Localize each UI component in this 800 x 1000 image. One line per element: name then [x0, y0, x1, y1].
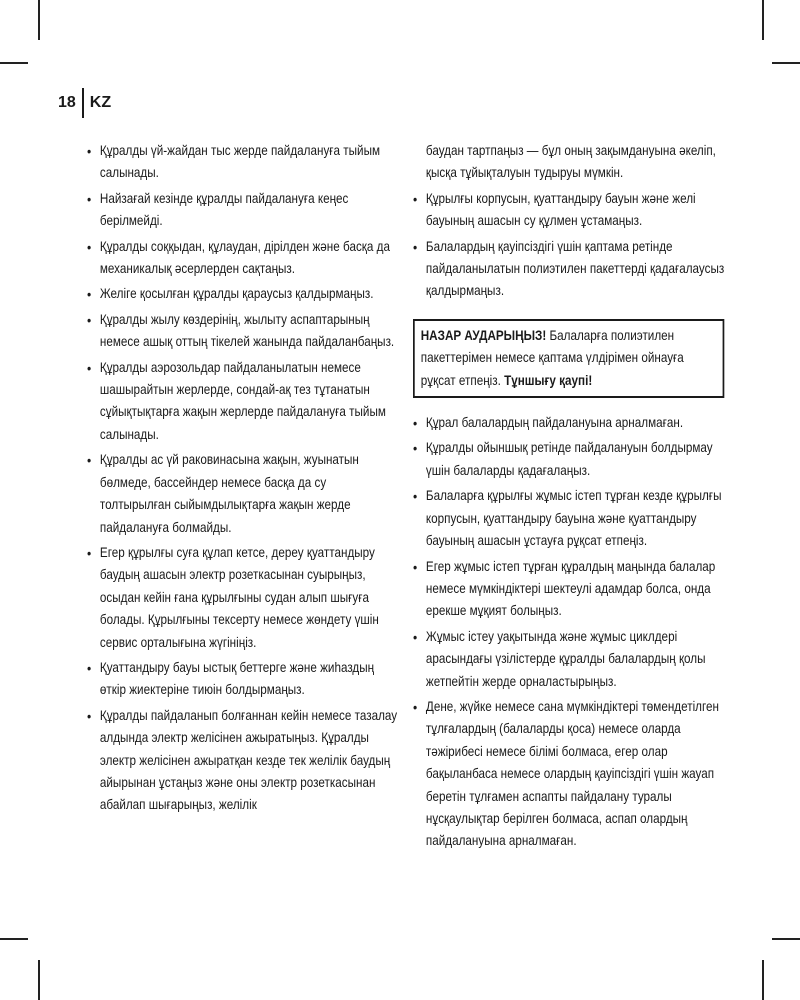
list-item: • Құрал балалардың пайдалануына арналмаған. [413, 412, 724, 434]
list-item: • Балалардың қауіпсіздігі үшін қаптама ретінде пайдаланылатын полиэтилен пакеттерді қадағалаусыз қалдырмаңыз. [413, 236, 724, 303]
list-item: • Желіге қосылған құралды қараусыз қалдырмаңыз. [87, 283, 400, 305]
crop-mark-bottom-left [38, 960, 40, 1000]
safety-list-right-bottom [413, 412, 724, 853]
language-code: KZ [89, 94, 112, 111]
warning-text: Балаларға полиэтилен пакеттерімен немесе қаптама үлдірімен ойнауға рұқсат етпеңіз. [420, 327, 684, 388]
list-item: • Жұмыс істеу уақытында және жұмыс циклдері арасындағы үзілістерде құралды балалардың қолы жетпейтін жерде орналастырыңыз. [413, 626, 724, 693]
list-item: • Құралды ас үй раковинасына жақын, жуынатын бөлмеде, бассейндер немесе басқа да су толтырылған сыйымдылықтарға жақын жерде пайдалануға болмайды. [87, 449, 400, 539]
warning-emphasis: Тұншығу қаупі! [504, 372, 593, 388]
list-item: • Құралды соққыдан, құлаудан, дірілден және басқа да механикалық әсерлерден сақтаңыз. [87, 236, 400, 281]
safety-list-left [87, 140, 400, 817]
right-column [413, 140, 724, 856]
list-item: • Егер құрылғы суға құлап кетсе, дереу қуаттандыру баудың ашасын электр розеткасынан суырыңыз, осыдан кейін ғана құрылғыны судан алып шығуға болады. Құрылғыны тексерту немесе жөндету үшін сервис орталығына жүгініңіз. [87, 542, 400, 654]
crop-mark-top-left [38, 0, 40, 40]
list-item: • Құралды пайдаланып болғаннан кейін немесе тазалау алдында электр желісінен ажыратыңыз. Құралды электр желісінен ажыратқан кезде тек желілік баудың айырынан ұстаңыз және оны электр розеткасынан абайлап шығарыңыз, желілік [87, 705, 400, 817]
header-divider [82, 88, 84, 118]
list-item-continuation: баудан тартпаңыз — бұл оның зақымдануына әкеліп, қысқа тұйықталуын тудыруы мүмкін. [425, 143, 716, 181]
page-number: 18 [58, 94, 76, 111]
list-item: • Құралды жылу көздерінің, жылыту аспаптарының немесе ашық оттың тікелей жанында пайдаланбаңыз. [87, 309, 400, 354]
crop-mark-top-right [762, 0, 764, 40]
warning-box [413, 319, 724, 398]
safety-list-right-top [413, 140, 724, 303]
crop-mark-left-top [0, 62, 28, 64]
left-column [87, 140, 400, 820]
crop-mark-bottom-right [762, 960, 764, 1000]
crop-mark-right-top [772, 62, 800, 64]
crop-mark-left-bottom [0, 938, 28, 940]
crop-mark-right-bottom [772, 938, 800, 940]
warning-title: НАЗАР АУДАРЫҢЫЗ! [420, 327, 547, 343]
list-item: • Балаларға құрылғы жұмыс істеп тұрған кезде құрылғы корпусын, қуаттандыру бауына және қуаттандыру бауының ашасын ұстауға рұқсат етпеңіз. [413, 485, 724, 552]
page-header [58, 88, 111, 118]
list-item: • Қуаттандыру бауы ыстық беттерге және жиһаздың өткір жиектеріне тиюін болдырмаңыз. [87, 657, 400, 702]
list-item: • Құралды үй-жайдан тыс жерде пайдалануға тыйым салынады. [87, 140, 400, 185]
list-item: • Құралды ойыншық ретінде пайдалануын болдырмау үшін балаларды қадағалаңыз. [413, 437, 724, 482]
list-item: • Құрылғы корпусын, қуаттандыру бауын және желі бауының ашасын су құлмен ұстамаңыз. [413, 188, 724, 233]
list-item: • Дене, жүйке немесе сана мүмкіндіктері төмендетілген тұлғалардың (балаларды қоса) немесе оларда тәжірибесі немесе білімі болмаса, егер олар бақыланбаса немесе олардың қауіпсіздігі үшін жауап беретін тұлғамен аспапты пайдалану туралы нұсқаулықтар берілген болмаса, аспап олардың пайдалануына арналмаған. [413, 696, 724, 853]
list-item: • Егер жұмыс істеп тұрған құралдың маңында балалар немесе мүмкіндіктері шектеулі адамдар болса, онда ерекше мұқият болыңыз. [413, 556, 724, 623]
list-item: • Найзағай кезінде құралды пайдалануға кеңес берілмейді. [87, 188, 400, 233]
list-item: • Құралды аэрозольдар пайдаланылатын немесе шашырайтын жерлерде, сондай-ақ тез тұтанатын сұйықтықтарға жақын жерлерде пайдалануға тыйым салынады. [87, 357, 400, 447]
